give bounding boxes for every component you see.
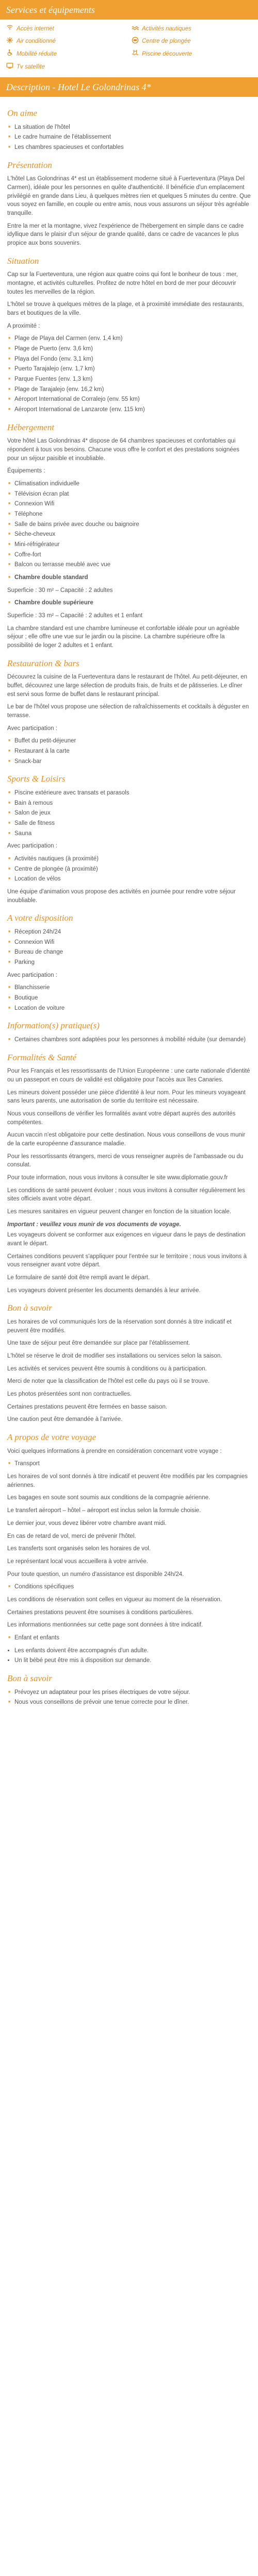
wifi-icon [6, 24, 13, 34]
list-item: ■ Salon de jeux [7, 809, 251, 818]
infos-list [7, 1036, 251, 1044]
bon-a-savoir-list [7, 1688, 251, 1707]
services-header: Services et équipements [0, 0, 258, 20]
list-item: ■ Bain à remous [7, 799, 251, 808]
paragraph: Le formulaire de santé doit être rempli avant le départ. [7, 1275, 150, 1281]
situation-title: Situation [7, 256, 39, 266]
wheelchair-icon [6, 49, 13, 59]
paragraph: Le transfert aéroport – hôtel – aéroport est inclus selon la formule choisie. [7, 1507, 201, 1514]
sports-paid-intro: Avec participation : [7, 843, 57, 850]
description-header: Description - Hotel Le Golondrinas 4* [0, 77, 258, 97]
list-item: ■ Plage de Playa del Carmen (env. 1,4 km) [7, 334, 251, 343]
list-item: ■ Salle de fitness [7, 819, 251, 828]
room-type-name: ■ Chambre double standard [7, 573, 251, 582]
paragraph: Le dernier jour, vous devez libérer votre chambre avant midi. [7, 1520, 167, 1527]
list-item: ■ Téléphone [7, 510, 251, 519]
paragraph: Les voyageurs doivent se conformer aux exigences en vigueur dans le pays de destination avant le départ. [7, 1232, 246, 1247]
paragraph: Les mineurs doivent posséder une pièce d'identité à leur nom. Pour les mineurs voyageant sans leurs parents, une autorisation de sortie du territoire est nécessaire. [7, 1089, 246, 1105]
paragraph: Les photos présentées sont non contractuelles. [7, 1391, 132, 1398]
paragraph: Pour toute question, un numéro d'assistance est disponible 24h/24. [7, 1571, 184, 1578]
list-item: ■ Puerto Tarajalejo (env. 1,7 km) [7, 365, 251, 374]
list-item: ■ Nous vous conseillons de prévoir une tenue correcte pour le dîner. [7, 1698, 251, 1707]
conditions-heading [7, 1583, 251, 1591]
on-aime-list [7, 123, 251, 152]
distances-list [7, 334, 251, 414]
list-item: • Les enfants doivent être accompagnés d'un adulte. [14, 1647, 251, 1655]
paragraph: L'hôtel se trouve à quelques mètres de la plage, et à proximité immédiate des restaurants, bars et boutiques de la ville. [7, 301, 244, 316]
list-item: ■ Bureau de change [7, 948, 251, 957]
restauration-body [7, 673, 251, 720]
list-item: ■ Blanchisserie [7, 984, 251, 992]
paragraph: Pour les Français et les ressortissants de l'Union Européenne : une carte nationale d'identité ou un passeport en cours de validité est obligatoire pour l'accès aux îles Canaries. [7, 1068, 250, 1083]
list-item: ■ Mini-réfrigérateur [7, 540, 251, 549]
equipment-list [7, 480, 251, 569]
paragraph: Nous vous conseillons de vérifier les formalités avant votre départ auprès des autorités compétentes. [7, 1111, 236, 1126]
list-item: ■ Buffet du petit-déjeuner [7, 737, 251, 745]
paragraph: Découvrez la cuisine de la Fuerteventura dans le restaurant de l'hôtel. Au petit-déjeuner, en buffet, découvrez une large sélection de produits frais, de fruits et de pâtisseries. Le dîner est servi sous forme de buffet dans le restaurant principal. [7, 674, 248, 698]
a-propos-title: A propos de votre voyage [7, 1432, 96, 1443]
paragraph: Le représentant local vous accueillera à votre arrivée. [7, 1558, 148, 1565]
list-item: ■ Playa del Fondo (env. 3,1 km) [7, 355, 251, 364]
distances-intro: A proximité : [7, 323, 40, 329]
formalites-subtitle: Important : veuillez vous munir de vos documents de voyage. [7, 1221, 181, 1228]
list-item: ■ Salle de bains privée avec douche ou baignoire [7, 520, 251, 529]
list-item: ■ Balcon ou terrasse meublé avec vue [7, 561, 251, 569]
hebergement-title: Hébergement [7, 422, 54, 432]
sports-note: Une équipe d'animation vous propose des activités en journée pour rendre votre séjour inoubliable. [7, 889, 236, 904]
list-item: ■ Aéroport International de Lanzarote (env. 115 km) [7, 405, 251, 414]
paragraph: Les mesures sanitaires en vigueur peuvent changer en fonction de la situation locale. [7, 1209, 232, 1215]
disposition-paid-intro: Avec participation : [7, 972, 57, 978]
list-item: ■ Certaines chambres sont adaptées pour les personnes à mobilité réduite (sur demande) [7, 1036, 251, 1044]
list-item: ■ Prévoyez un adaptateur pour les prises électriques de votre séjour. [7, 1688, 251, 1697]
a-propos-intro: Voici quelques informations à prendre en considération concernant votre voyage : [7, 1448, 222, 1454]
restauration-offer-intro: Avec participation : [7, 725, 57, 732]
transport-body [7, 1472, 251, 1579]
transport-title: ■ Transport [7, 1460, 251, 1468]
tv-icon [6, 62, 13, 72]
list-item: ■ Piscine extérieure avec transats et parasols [7, 789, 251, 798]
disposition-list [7, 928, 251, 967]
sports-list [7, 789, 251, 838]
hebergement-intro: Votre hôtel Las Golondrinas 4* dispose de 64 chambres spacieuses et confortables qui répondent à tous vos besoins. Chacune vous offre le confort et des prestations soignées pour un séjour paisible et inoubliable. [7, 438, 239, 462]
service-item [6, 62, 126, 72]
situation-body [7, 270, 251, 317]
room-types [7, 573, 251, 620]
room-type-name: ■ Chambre double supérieure [7, 599, 251, 607]
bon-a-savoir-pre-title: Bon à savoir [7, 1303, 52, 1313]
paragraph: Une caution peut être demandée à l'arrivée. [7, 1416, 123, 1423]
list-item: ■ Boutique [7, 994, 251, 1003]
list-item: ■ Location de vélos [7, 875, 251, 884]
list-item: ■ Parque Fuentes (env. 1,3 km) [7, 375, 251, 384]
list-item: ■ Le cadre humaine de l'établissement [7, 133, 251, 142]
list-item: ■ Réception 24h/24 [7, 928, 251, 937]
sports-title: Sports & Loisirs [7, 774, 66, 784]
paragraph: Les voyageurs doivent présenter les documents demandés à leur arrivée. [7, 1287, 201, 1294]
service-item [6, 49, 126, 59]
list-item: ■ Sauna [7, 829, 251, 838]
hebergement-note: La chambre standard est une chambre lumineuse et confortable idéale pour un agréable séjour ; elle offre une vue sur le jardin ou la piscine. La chambre supérieure offre la possibilité de loger 2 adultes et 1 enfant. [7, 625, 240, 649]
services-section [0, 20, 258, 75]
paragraph: Les informations mentionnées sur cette page sont données à titre indicatif. [7, 1622, 203, 1629]
service-label: Mobilité réduite [17, 50, 57, 57]
paragraph: Certaines conditions peuvent s'appliquer pour l'entrée sur le territoire ; nous vous invitons à vous renseigner avant votre départ. [7, 1253, 247, 1268]
list-item: ■ Location de voiture [7, 1004, 251, 1013]
sports-paid-list [7, 855, 251, 884]
bon-a-savoir-title: Bon à savoir [7, 1673, 52, 1683]
list-item: ■ Centre de plongée (à proximité) [7, 865, 251, 874]
paragraph: Merci de noter que la classification de l'hôtel est celle du pays où il se trouve. [7, 1378, 210, 1385]
room-type [7, 573, 251, 582]
paragraph: Certaines prestations peuvent être soumises à conditions particulières. [7, 1609, 194, 1616]
service-label: Centre de plongée [142, 38, 191, 45]
paragraph: Cap sur la Fuerteventura, une région aux quatre coins qui font le bonheur de tous : mer, montagne, et activités culturelles. Profitez de notre hôtel en bord de mer pour découvrir toutes les merveilles de la région. [7, 272, 238, 295]
service-item [6, 24, 126, 34]
restauration-title: Restauration & bars [7, 658, 79, 668]
diver-icon [132, 37, 139, 47]
list-item: ■ Connexion Wifi [7, 938, 251, 947]
bon-a-savoir-pre-body [7, 1318, 251, 1424]
paragraph: Aucun vaccin n'est obligatoire pour cette destination. Nous vous conseillons de vous munir de la carte européenne d'assurance maladie. [7, 1132, 246, 1147]
equipment-intro: Équipements : [7, 468, 45, 474]
list-item: ■ Plage de Tarajalejo (env. 16,2 km) [7, 385, 251, 394]
list-item: ■ Sèche-cheveux [7, 530, 251, 539]
room-type-detail: Superficie : 33 m² – Capacité : 2 adultes et 1 enfant [7, 612, 143, 619]
list-item: ■ Climatisation individuelle [7, 480, 251, 488]
snowflake-icon [6, 37, 13, 47]
list-item: ■ Plage de Puerto (env. 3,6 km) [7, 345, 251, 353]
presentation-title: Présentation [7, 160, 52, 170]
service-label: Tv satellite [17, 63, 45, 70]
paragraph: Les conditions de santé peuvent évoluer ; nous vous invitons à consulter régulièrement les sites officiels avant votre départ. [7, 1187, 245, 1202]
list-item: ■ Télévision écran plat [7, 490, 251, 499]
paragraph: Pour les ressortissants étrangers, merci de vous renseigner auprès de l'ambassade ou du consulat. [7, 1153, 244, 1168]
transport-heading [7, 1460, 251, 1468]
on-aime-title: On aime [7, 108, 38, 118]
service-label: Air conditionné [17, 38, 56, 45]
service-item [132, 24, 252, 34]
enfants-title: ■ Enfant et enfants [7, 1634, 251, 1642]
paragraph: Certaines prestations peuvent être fermées en basse saison. [7, 1403, 168, 1410]
paragraph: Entre la mer et la montagne, vivez l'expérience de l'hébergement en simple dans ce cadre idyllique dans le plaisir d'un séjour de grande qualité, dans ce cadre de vacances le plus propice aux bons souvenirs. [7, 223, 244, 246]
list-item: ■ La situation de l'hôtel [7, 123, 251, 132]
pool-icon [132, 49, 139, 59]
presentation-body [7, 175, 251, 247]
restauration-offer-list [7, 737, 251, 766]
list-item: ■ Connexion Wifi [7, 500, 251, 509]
disposition-title: A votre disposition [7, 913, 73, 923]
room-type-detail: Superficie : 30 m² – Capacité : 2 adultes [7, 587, 113, 594]
formalites-title: Formalités & Santé [7, 1052, 77, 1062]
infos-title: Information(s) pratique(s) [7, 1021, 100, 1031]
conditions-body [7, 1596, 251, 1630]
list-item: ■ Les chambres spacieuses et confortables [7, 143, 251, 152]
service-item [132, 37, 252, 47]
formalites-sub-body [7, 1231, 251, 1295]
paragraph: Les bagages en soute sont soumis aux conditions de la compagnie aérienne. [7, 1495, 211, 1501]
wave-icon [132, 24, 139, 34]
enfants-list [14, 1647, 251, 1665]
paragraph: Les conditions de réservation sont celles en vigueur au moment de la réservation. [7, 1596, 222, 1603]
list-item: ■ Aéroport International de Corralejo (env. 55 km) [7, 395, 251, 404]
paragraph: Pour toute information, nous vous invitons à consulter le site www.diplomatie.gouv.fr [7, 1175, 228, 1181]
list-item: • Un lit bébé peut être mis à disposition sur demande. [14, 1656, 251, 1665]
paragraph: Les transferts sont organisés selon les horaires de vol. [7, 1546, 151, 1552]
paragraph: En cas de retard de vol, merci de prévenir l'hôtel. [7, 1533, 136, 1539]
service-item [132, 49, 252, 59]
service-label: Piscine découverte [142, 50, 192, 57]
paragraph: Les horaires de vol sont donnés à titre indicatif et peuvent être modifiés par les compagnies aériennes. [7, 1473, 248, 1488]
list-item: ■ Snack-bar [7, 757, 251, 766]
paragraph: L'hôtel Las Golondrinas 4* est un établissement moderne situé à Fuerteventura (Playa Del Carmen), idéale pour les personnes en quête d'authenticité. Il bénéficie d'un emplacement privilégié en grande dans Lieu, à quelques mètres rien et quelques 5 minutes du centre. Que vous soyez en famille, en couple ou entre amis, nous vous assurons un séjour très agréable tranquille. [7, 176, 251, 216]
service-item [6, 37, 126, 47]
list-item: ■ Activités nautiques (à proximité) [7, 855, 251, 863]
service-label: Activités nautiques [142, 25, 191, 32]
list-item: ■ Parking [7, 958, 251, 967]
paragraph: Une taxe de séjour peut être demandée sur place par l'établissement. [7, 1340, 190, 1347]
paragraph: L'hôtel se réserve le droit de modifier ses installations ou services selon la saison. [7, 1353, 222, 1360]
enfants-heading [7, 1634, 251, 1642]
services-grid [6, 24, 252, 72]
paragraph: Le bar de l'hôtel vous propose une sélection de rafraîchissements et cocktails à déguster en terrasse. [7, 704, 249, 719]
paragraph: Les horaires de vol communiqués lors de la réservation sont donnés à titre indicatif et peuvent être modifiés. [7, 1319, 232, 1334]
paragraph: Les activités et services peuvent être soumis à conditions ou à participation. [7, 1365, 207, 1372]
room-type [7, 599, 251, 607]
list-item: ■ Coffre-fort [7, 551, 251, 560]
conditions-title: ■ Conditions spécifiques [7, 1583, 251, 1591]
formalites-body [7, 1067, 251, 1216]
disposition-paid-list [7, 984, 251, 1012]
service-label: Accès internet [17, 25, 54, 32]
list-item: ■ Restaurant à la carte [7, 747, 251, 756]
description-content [0, 97, 258, 1716]
